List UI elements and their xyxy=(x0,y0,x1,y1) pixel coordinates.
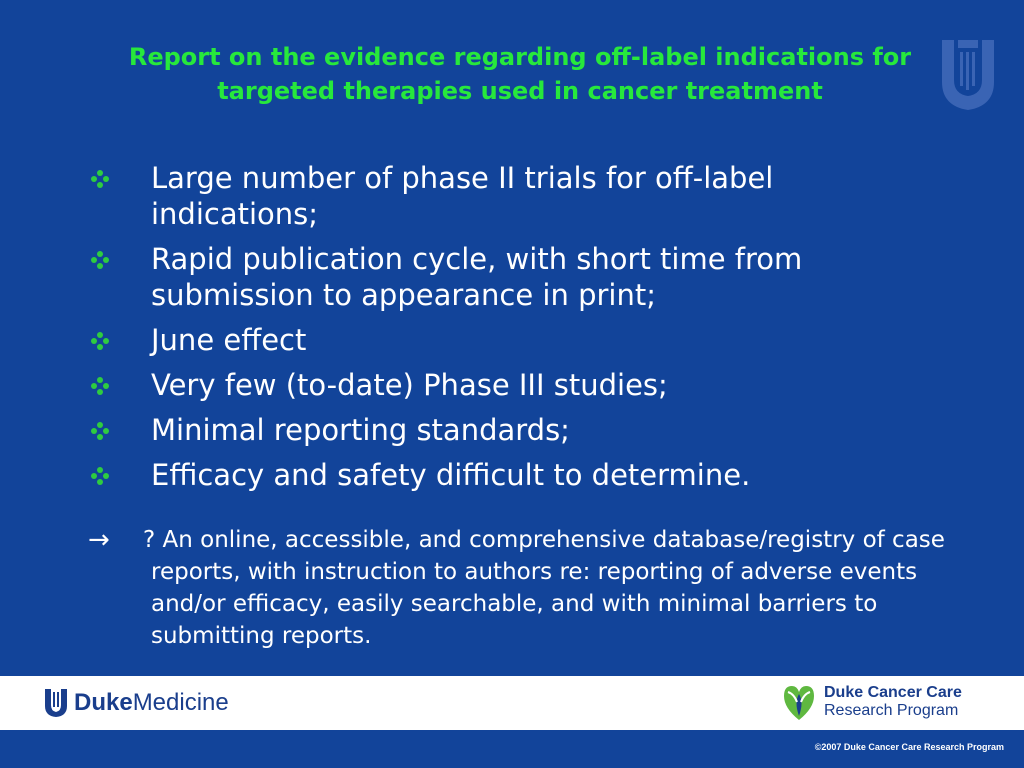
leaf-heart-icon xyxy=(780,682,818,722)
bullet-item xyxy=(88,322,948,358)
duke-cancer-care-logo xyxy=(780,682,962,722)
bullet-text: Rapid publication cycle, with short time from submission to appearance in print; xyxy=(151,242,803,312)
diamond-dots-icon xyxy=(90,376,110,396)
diamond-dots-icon xyxy=(90,331,110,351)
diamond-dots-icon xyxy=(90,169,110,189)
slide-title-line-1: Report on the evidence regarding off-label indications for xyxy=(128,43,912,71)
bullet-text: Large number of phase II trials for off-label indications; xyxy=(151,161,774,231)
bullet-item xyxy=(88,160,948,232)
bullet-item xyxy=(88,241,948,313)
conclusion xyxy=(88,524,988,652)
duke-shield-icon xyxy=(938,36,998,112)
slide-title xyxy=(60,40,980,108)
diamond-dots-icon xyxy=(90,421,110,441)
duke-word: Duke xyxy=(74,689,133,716)
dccrp-line-1: Duke Cancer Care xyxy=(824,684,962,701)
duke-shield-icon xyxy=(44,688,68,718)
diamond-dots-icon xyxy=(90,466,110,486)
conclusion-text: ? An online, accessible, and comprehensive database/registry of case reports, with instruction to authors re: reporting of adverse events and/or efficacy, easily searchable, and with minimal barriers to submitting reports. xyxy=(143,527,945,649)
bullet-list xyxy=(88,160,948,502)
slide-title-line-2: targeted therapies used in cancer treatment xyxy=(217,77,823,105)
right-arrow-icon: → xyxy=(88,525,110,555)
bullet-item xyxy=(88,457,948,493)
copyright-notice: ©2007 Duke Cancer Care Research Program xyxy=(814,742,1004,752)
dccrp-line-2: Research Program xyxy=(824,702,959,719)
medicine-word: Medicine xyxy=(132,689,229,716)
bullet-text: Efficacy and safety difficult to determine. xyxy=(151,458,751,492)
duke-medicine-logo xyxy=(44,688,229,718)
bullet-text: Minimal reporting standards; xyxy=(151,413,570,447)
bullet-item xyxy=(88,412,948,448)
bullet-text: June effect xyxy=(151,323,307,357)
bullet-item xyxy=(88,367,948,403)
diamond-dots-icon xyxy=(90,250,110,270)
bullet-text: Very few (to-date) Phase III studies; xyxy=(151,368,668,402)
